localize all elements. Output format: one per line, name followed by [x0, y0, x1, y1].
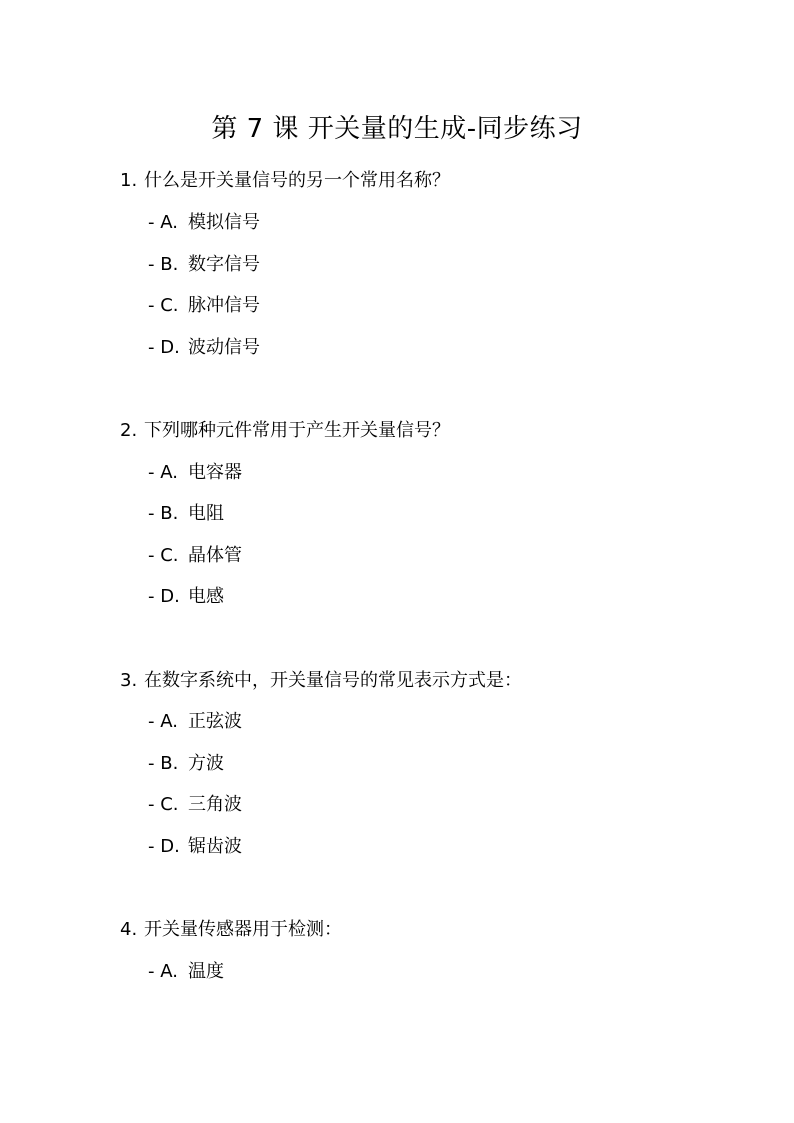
question-4	[120, 917, 720, 943]
option-text: 模拟信号	[188, 212, 260, 233]
question-text: 下列哪种元件常用于产生开关量信号？	[144, 420, 450, 441]
question-number: 1.	[120, 170, 138, 191]
page-title: 第 7 课 开关量的生成-同步练习	[211, 114, 583, 144]
question-2-option-a	[148, 460, 242, 486]
question-text: 在数字系统中，开关量信号的常见表示方式是：	[144, 670, 522, 691]
question-number: 4.	[120, 919, 138, 940]
option-text: 波动信号	[188, 337, 260, 358]
option-text: 脉冲信号	[188, 295, 260, 316]
question-1	[120, 168, 720, 194]
option-text: 方波	[188, 753, 224, 774]
option-letter: - C.	[148, 794, 179, 815]
option-letter: - D.	[148, 586, 180, 607]
question-number: 2.	[120, 420, 138, 441]
option-letter: - B.	[148, 254, 179, 275]
option-text: 温度	[188, 961, 224, 982]
option-letter: - A.	[148, 462, 178, 483]
question-1-option-a	[148, 210, 260, 236]
option-text: 锯齿波	[188, 836, 242, 857]
option-text: 晶体管	[188, 545, 242, 566]
option-letter: - D.	[148, 836, 180, 857]
question-1-option-c	[148, 293, 260, 319]
question-3-option-b	[148, 751, 224, 777]
option-letter: - D.	[148, 337, 180, 358]
option-text: 数字信号	[188, 254, 260, 275]
question-2-option-d	[148, 584, 224, 610]
option-text: 电阻	[188, 503, 224, 524]
option-letter: - C.	[148, 295, 179, 316]
option-letter: - C.	[148, 545, 179, 566]
option-text: 三角波	[188, 794, 242, 815]
question-1-option-b	[148, 252, 260, 278]
option-letter: - B.	[148, 503, 179, 524]
question-text: 开关量传感器用于检测：	[144, 919, 342, 940]
question-number: 3.	[120, 670, 138, 691]
question-4-option-a	[148, 959, 224, 985]
option-letter: - B.	[148, 753, 179, 774]
question-1-option-d	[148, 335, 260, 361]
option-letter: - A.	[148, 212, 178, 233]
question-3-option-c	[148, 792, 242, 818]
question-2	[120, 418, 720, 444]
option-letter: - A.	[148, 961, 178, 982]
question-3-option-d	[148, 834, 242, 860]
question-3-option-a	[148, 709, 242, 735]
question-2-option-b	[148, 501, 224, 527]
option-text: 电感	[188, 586, 224, 607]
question-3	[120, 668, 720, 694]
option-text: 电容器	[188, 462, 242, 483]
option-text: 正弦波	[188, 711, 242, 732]
option-letter: - A.	[148, 711, 178, 732]
question-text: 什么是开关量信号的另一个常用名称？	[144, 170, 450, 191]
question-2-option-c	[148, 543, 242, 569]
